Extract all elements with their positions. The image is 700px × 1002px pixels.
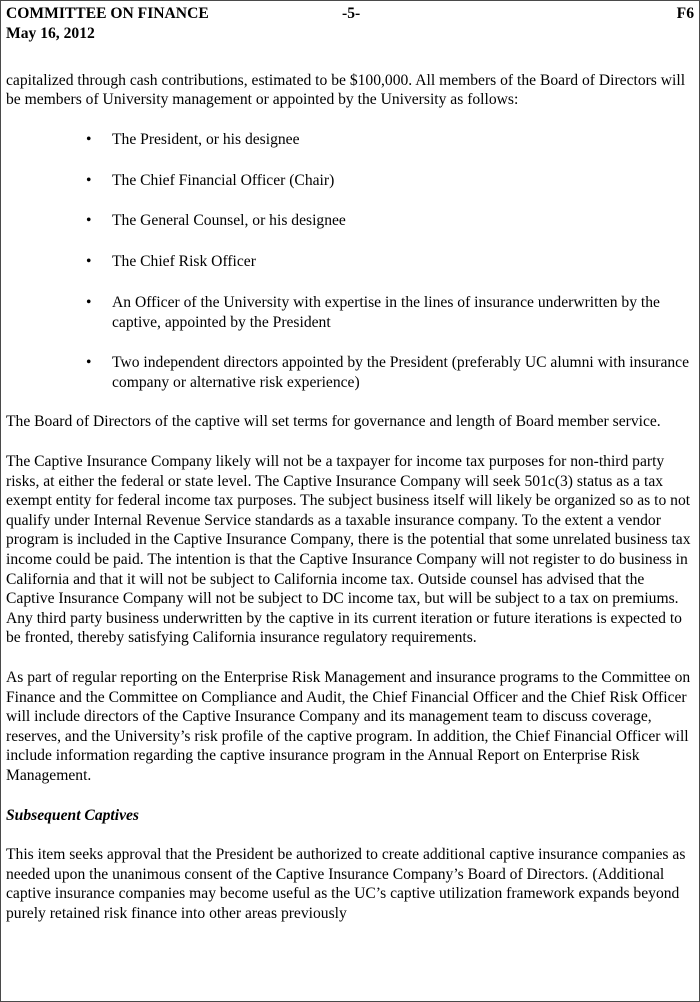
list-item-text: Two independent directors appointed by the President (preferably UC alumni with insurance company or alternative risk experience): [112, 354, 690, 391]
page-number: -5-: [342, 5, 361, 22]
list-item: [6, 211, 694, 231]
document-page: [6, 4, 694, 944]
list-item: [6, 353, 694, 392]
section-heading: Subsequent Captives: [6, 806, 139, 824]
bullet-icon: •: [86, 212, 92, 230]
list-item: [6, 130, 694, 150]
list-item-text: The President, or his designee: [112, 130, 300, 148]
bullet-icon: •: [86, 293, 92, 311]
list-item-text: An Officer of the University with expertise in the lines of insurance underwritten by the captive, appointed by the President: [112, 293, 660, 331]
list-item-text: The Chief Risk Officer: [112, 253, 256, 271]
list-item-text: The Chief Financial Officer (Chair): [112, 171, 335, 189]
board-members-list: [6, 130, 694, 393]
bullet-icon: •: [86, 253, 92, 271]
list-item: [6, 171, 694, 191]
bullet-icon: •: [86, 130, 92, 148]
meeting-date: May 16, 2012: [6, 25, 95, 42]
list-item-text: The General Counsel, or his designee: [112, 212, 346, 230]
bullet-icon: •: [86, 171, 92, 189]
committee-title: COMMITTEE ON FINANCE: [6, 5, 209, 22]
tax-status-paragraph: The Captive Insurance Company likely will not be a taxpayer for income tax purposes for non-third party risks, at either the federal or state level. The Captive Insurance Company will seek 501c(3) status as a tax exempt entity for federal income tax purposes. The subject business itself will likely be organized so as to not qualify under Internal Revenue Service standards as a taxable insurance company. To the extent a vendor program is included in the Captive Insurance Company, there is the potential that some unrelated business tax income could be paid. The intention is that the Captive Insurance Company will not register to do business in California and that it will not be subject to California income tax. Outside counsel has advised that the Captive Insurance Company will not be subject to DC income tax, but will be subject to a tax on premiums. Any third party business underwritten by the captive in its current iteration or future iterations is expected to be fronted, thereby satisfying California insurance regulatory requirements.: [6, 453, 691, 647]
page-header: [6, 4, 694, 24]
bullet-icon: •: [86, 354, 92, 372]
list-item: [6, 252, 694, 272]
subsequent-captives-paragraph: This item seeks approval that the President be authorized to create additional captive insurance companies as needed upon the unanimous consent of the Captive Insurance Company’s Board of Directors. (Additional captive insurance companies may become useful as the UC’s captive utilization framework expands beyond purely retained risk finance into other areas previously: [6, 846, 686, 922]
reporting-paragraph: As part of regular reporting on the Enterprise Risk Management and insurance programs to the Committee on Finance and the Committee on Compliance and Audit, the Chief Financial Officer and the Chief Risk Officer will include directors of the Captive Insurance Company and its management team to discuss coverage, reserves, and the University’s risk profile of the captive program. In addition, the Chief Financial Officer will include information regarding the captive insurance program in the Annual Report on Enterprise Risk Management.: [6, 669, 691, 784]
intro-paragraph: capitalized through cash contributions, estimated to be $100,000. All members of the Board of Directors will be members of University management or appointed by the University as follows:: [6, 71, 686, 109]
item-code: F6: [676, 5, 694, 22]
list-item: [6, 293, 694, 332]
board-terms-paragraph: The Board of Directors of the captive will set terms for governance and length of Board member service.: [6, 413, 661, 431]
